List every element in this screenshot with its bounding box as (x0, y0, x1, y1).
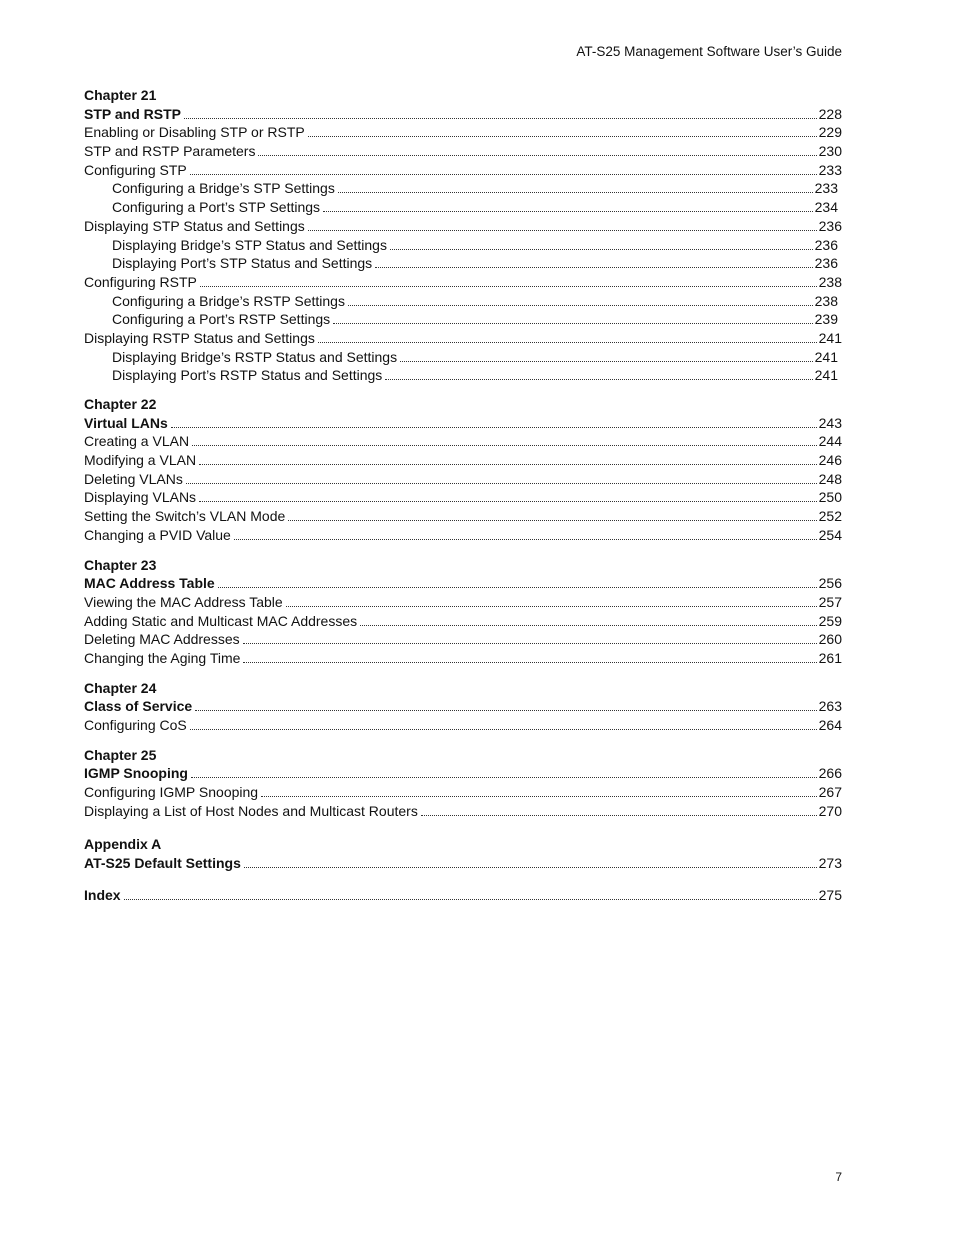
toc-entry-title: Creating a VLAN (84, 433, 190, 450)
running-header: AT-S25 Management Software User’s Guide (576, 44, 842, 59)
dot-leader (385, 379, 812, 380)
table-of-contents (84, 86, 842, 905)
toc-entry-title: Displaying Port’s RSTP Status and Settings (112, 367, 383, 384)
toc-entry[interactable] (84, 254, 842, 273)
dot-leader (234, 539, 817, 540)
toc-entry[interactable] (84, 329, 842, 348)
toc-entry-page: 248 (818, 470, 842, 487)
toc-section (84, 835, 842, 872)
dot-leader (375, 267, 812, 268)
dot-leader (323, 211, 813, 212)
dot-leader (184, 118, 817, 119)
toc-entry-title: Index (84, 886, 121, 903)
toc-entry-page: 241 (814, 348, 838, 365)
toc-section (84, 556, 842, 668)
toc-entry-title: Displaying Bridge’s STP Status and Settings (112, 236, 387, 253)
toc-entry[interactable] (84, 366, 842, 385)
toc-entry-page: 230 (818, 143, 842, 160)
dot-leader (421, 815, 817, 816)
toc-entry-title: Configuring a Port’s STP Settings (112, 199, 321, 216)
toc-entry-page: 273 (818, 855, 842, 872)
toc-entry-title: Displaying VLANs (84, 489, 197, 506)
toc-entry-page: 238 (814, 292, 838, 309)
toc-entry[interactable] (84, 310, 842, 329)
toc-entry-title: STP and RSTP (84, 105, 181, 122)
toc-entry[interactable] (84, 854, 842, 873)
toc-entry[interactable] (84, 507, 842, 526)
toc-entry-page: 244 (818, 433, 842, 450)
dot-leader (243, 643, 817, 644)
toc-entry-title: Viewing the MAC Address Table (84, 593, 283, 610)
dot-leader (333, 323, 812, 324)
toc-entry-page: 228 (818, 105, 842, 122)
toc-entry[interactable] (84, 783, 842, 802)
toc-entry-page: 259 (818, 612, 842, 629)
toc-entry-page: 238 (818, 273, 842, 290)
toc-entry-page: 243 (818, 414, 842, 431)
dot-leader (348, 305, 813, 306)
toc-entry-page: 256 (818, 575, 842, 592)
dot-leader (190, 729, 817, 730)
toc-entry[interactable] (84, 716, 842, 735)
toc-entry-title: Class of Service (84, 698, 193, 715)
toc-entry[interactable] (84, 697, 842, 716)
toc-entry-title: Configuring a Bridge’s STP Settings (112, 180, 335, 197)
page-number: 7 (835, 1170, 842, 1184)
toc-entry[interactable] (84, 802, 842, 821)
toc-entry-page: 257 (818, 593, 842, 610)
dot-leader (218, 587, 817, 588)
toc-entry-title: Configuring STP (84, 161, 187, 178)
dot-leader (400, 361, 813, 362)
dot-leader (308, 230, 817, 231)
chapter-label: Chapter 22 (84, 396, 157, 412)
toc-entry-title: Deleting VLANs (84, 470, 183, 487)
toc-entry-page: 254 (818, 526, 842, 543)
toc-entry-page: 241 (818, 329, 842, 346)
toc-entry[interactable] (84, 105, 842, 124)
toc-entry-page: 236 (814, 236, 838, 253)
toc-entry-page: 236 (818, 217, 842, 234)
toc-entry[interactable] (84, 649, 842, 668)
toc-entry[interactable] (84, 292, 842, 311)
toc-section (84, 746, 842, 821)
toc-entry-page: 246 (818, 452, 842, 469)
dot-leader (199, 501, 817, 502)
toc-entry[interactable] (84, 451, 842, 470)
toc-entry[interactable] (84, 630, 842, 649)
toc-section (84, 886, 842, 905)
toc-entry-page: 266 (818, 765, 842, 782)
toc-entry-page: 260 (818, 631, 842, 648)
toc-entry-page: 267 (818, 784, 842, 801)
chapter-label: Chapter 25 (84, 746, 157, 763)
dot-leader (360, 625, 817, 626)
toc-entry[interactable] (84, 764, 842, 783)
toc-entry-title: Configuring a Bridge’s RSTP Settings (112, 292, 345, 309)
toc-entry-page: 233 (818, 161, 842, 178)
chapter-label: Chapter 21 (84, 87, 157, 103)
toc-entry-page: 250 (818, 489, 842, 506)
dot-leader (190, 174, 817, 175)
toc-entry[interactable] (84, 217, 842, 236)
toc-entry-title: Adding Static and Multicast MAC Addresses (84, 612, 358, 629)
toc-entry[interactable] (84, 526, 842, 545)
dot-leader (199, 464, 817, 465)
toc-entry-title: Virtual LANs (84, 414, 168, 431)
dot-leader (288, 520, 816, 521)
chapter-label: Chapter 24 (84, 679, 157, 696)
toc-entry[interactable] (84, 236, 842, 255)
toc-entry-title: Configuring IGMP Snooping (84, 784, 259, 801)
toc-entry-title: IGMP Snooping (84, 765, 188, 782)
toc-entry-page: 239 (814, 311, 838, 328)
toc-entry-page: 236 (814, 255, 838, 272)
toc-entry[interactable] (84, 414, 842, 433)
dot-leader (191, 777, 817, 778)
dot-leader (200, 286, 817, 287)
toc-section (84, 679, 842, 735)
toc-section (84, 395, 842, 545)
toc-entry-page: 233 (814, 180, 838, 197)
toc-entry-page: 241 (814, 367, 838, 384)
chapter-label: Appendix A (84, 836, 162, 853)
toc-entry[interactable] (84, 198, 842, 217)
toc-entry[interactable] (84, 470, 842, 489)
toc-entry-title: Configuring CoS (84, 717, 187, 733)
dot-leader (195, 710, 816, 711)
toc-entry-page: 229 (818, 124, 842, 141)
toc-entry-page: 252 (818, 508, 842, 525)
toc-entry-title: Setting the Switch’s VLAN Mode (84, 508, 286, 525)
toc-entry[interactable] (84, 593, 842, 612)
toc-entry-title: Displaying RSTP Status and Settings (84, 329, 315, 346)
dot-leader (308, 136, 817, 137)
toc-section (84, 86, 842, 385)
toc-entry-page: 264 (818, 717, 842, 733)
toc-entry[interactable] (84, 142, 842, 161)
toc-entry-title: Changing a PVID Value (84, 526, 231, 543)
toc-entry-title: Displaying Bridge’s RSTP Status and Settings (112, 348, 398, 365)
toc-entry[interactable] (84, 179, 842, 198)
toc-entry[interactable] (84, 488, 842, 507)
toc-entry[interactable] (84, 273, 842, 292)
dot-leader (124, 899, 817, 900)
toc-entry-title: Configuring RSTP (84, 273, 197, 290)
toc-entry-page: 275 (818, 886, 842, 903)
dot-leader (338, 192, 813, 193)
toc-entry[interactable] (84, 161, 842, 180)
dot-leader (171, 427, 817, 428)
toc-entry-page: 261 (818, 649, 842, 666)
dot-leader (258, 155, 816, 156)
dot-leader (243, 662, 816, 663)
toc-entry[interactable] (84, 432, 842, 451)
toc-entry[interactable] (84, 612, 842, 631)
toc-entry[interactable] (84, 886, 842, 905)
dot-leader (390, 249, 813, 250)
toc-entry-page: 234 (814, 199, 838, 216)
toc-entry-title: Displaying Port’s STP Status and Settings (112, 255, 373, 272)
toc-entry[interactable] (84, 574, 842, 593)
toc-entry-title: Configuring a Port’s RSTP Settings (112, 311, 331, 328)
dot-leader (261, 796, 817, 797)
toc-entry-title: Enabling or Disabling STP or RSTP (84, 124, 305, 141)
toc-entry-page: 263 (818, 698, 842, 715)
toc-entry-title: Displaying a List of Host Nodes and Multicast Routers (84, 802, 418, 819)
toc-entry-title: STP and RSTP Parameters (84, 143, 256, 160)
toc-entry[interactable] (84, 123, 842, 142)
dot-leader (318, 342, 817, 343)
toc-entry-page: 270 (818, 802, 842, 819)
chapter-label: Chapter 23 (84, 556, 157, 573)
toc-entry-title: MAC Address Table (84, 575, 215, 592)
toc-entry-title: Modifying a VLAN (84, 452, 197, 469)
toc-entry-title: Changing the Aging Time (84, 649, 241, 666)
dot-leader (286, 606, 817, 607)
toc-entry-title: Displaying STP Status and Settings (84, 217, 305, 234)
dot-leader (192, 445, 817, 446)
toc-entry-title: AT-S25 Default Settings (84, 855, 241, 872)
toc-entry[interactable] (84, 348, 842, 367)
dot-leader (186, 483, 817, 484)
toc-entry-title: Deleting MAC Addresses (84, 631, 240, 648)
dot-leader (244, 867, 817, 868)
